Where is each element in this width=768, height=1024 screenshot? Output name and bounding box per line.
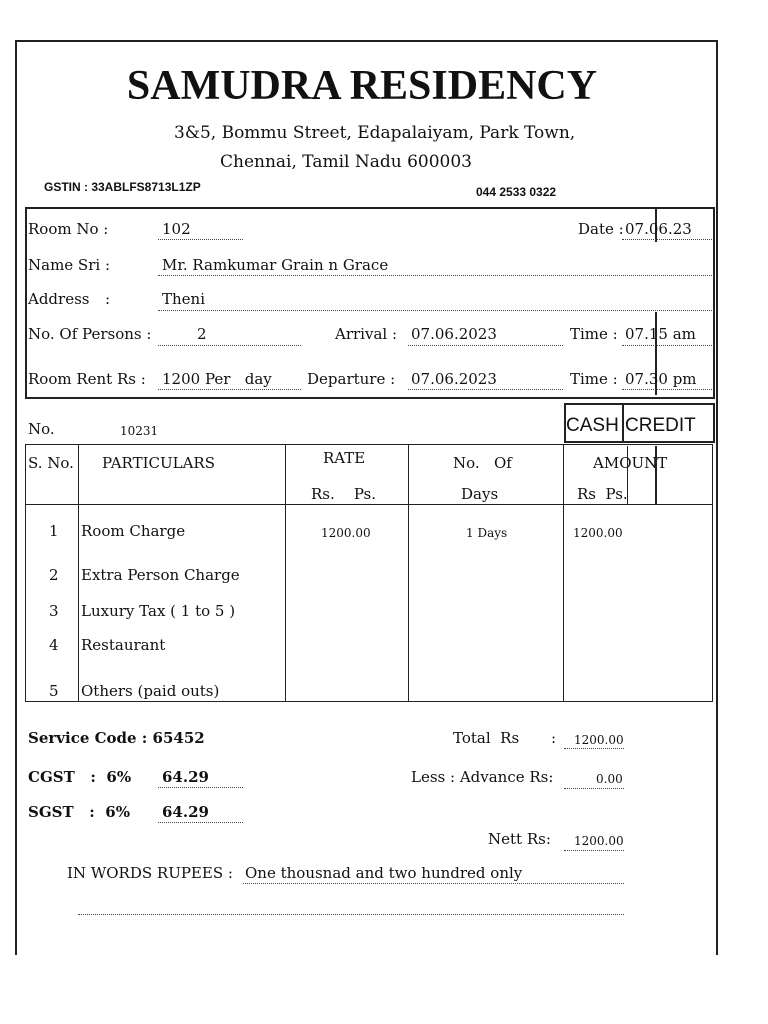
words-line-2 (78, 914, 624, 915)
advance-label: Less : Advance Rs: (411, 768, 554, 786)
row-2-particular: Extra Person Charge (81, 566, 240, 584)
total-label: Total Rs (453, 729, 520, 747)
date-line (622, 239, 712, 240)
hotel-phone: 044 2533 0322 (476, 185, 557, 199)
name-label: Name Sri : (28, 256, 111, 274)
row-1-amount: 1200.00 (573, 526, 623, 540)
row-1-particular: Room Charge (81, 522, 186, 540)
departure-time-line (622, 389, 714, 390)
hotel-address-line1: 3&5, Bommu Street, Edapalaiyam, Park Town, (174, 123, 576, 143)
header-rate-sub: Rs. Ps. (311, 485, 376, 503)
row-3-particular: Luxury Tax ( 1 to 5 ) (81, 602, 236, 620)
credit-option[interactable]: CREDIT (625, 415, 696, 436)
sgst-value: 64.29 (162, 803, 209, 821)
row-3-sno: 3 (49, 602, 59, 620)
row-5-particular: Others (paid outs) (81, 682, 220, 700)
hotel-name: SAMUDRA RESIDENCY (126, 63, 598, 109)
page-border-top (15, 40, 718, 42)
persons-line (158, 345, 301, 346)
persons-label: No. Of Persons : (28, 325, 152, 343)
cash-option[interactable]: CASH (566, 415, 619, 436)
bill-no-label: No. (28, 420, 55, 438)
arrival-label: Arrival : (335, 325, 398, 343)
departure-line (408, 389, 563, 390)
address-line (158, 310, 714, 311)
total-value: 1200.00 (574, 733, 624, 747)
rent-label: Room Rent Rs : (28, 370, 146, 388)
nett-line (564, 850, 624, 851)
name-line (158, 275, 714, 276)
header-sno: S. No. (28, 454, 74, 472)
hotel-address-line2: Chennai, Tamil Nadu 600003 (220, 152, 472, 172)
row-2-sno: 2 (49, 566, 59, 584)
room-no-value: 102 (162, 220, 191, 238)
departure-value: 07.06.2023 (411, 370, 497, 388)
row-5-sno: 5 (49, 682, 59, 700)
arrival-time-value: 07.15 am (625, 325, 696, 343)
col-divider-1 (78, 444, 79, 702)
row-4-sno: 4 (49, 636, 59, 654)
date-value: 07.06.23 (625, 220, 692, 238)
advance-line (564, 788, 624, 789)
header-amount-sub: Rs Ps. (577, 485, 628, 503)
date-label: Date : (578, 220, 624, 238)
words-label: IN WORDS RUPEES : (67, 864, 233, 882)
advance-value: 0.00 (596, 772, 623, 786)
arrival-time-label: Time : (570, 325, 618, 343)
arrival-time-line (622, 345, 714, 346)
gstin: GSTIN : 33ABLFS8713L1ZP (44, 180, 201, 194)
room-no-label: Room No : (28, 220, 109, 238)
cgst-line (158, 787, 243, 788)
col-divider-3 (408, 444, 409, 702)
header-days: No. Of (453, 454, 512, 472)
guest-address: Theni (162, 290, 206, 308)
guest-box-bottom-inner (25, 398, 715, 399)
header-amount: AMOUNT (593, 454, 668, 472)
row-4-particular: Restaurant (81, 636, 166, 654)
room-no-line (158, 239, 243, 240)
bill-no-value: 10231 (120, 424, 159, 438)
nett-label: Nett Rs: (488, 830, 551, 848)
row-1-days: 1 Days (466, 526, 508, 540)
cgst-label: CGST : 6% (28, 768, 132, 786)
guest-name: Mr. Ramkumar Grain n Grace (162, 256, 389, 274)
persons-value: 2 (197, 325, 207, 343)
payment-mode-divider (622, 403, 624, 443)
sgst-line (158, 822, 243, 823)
total-colon: : (551, 729, 557, 747)
row-1-sno: 1 (49, 522, 59, 540)
departure-time-label: Time : (570, 370, 618, 388)
rent-value: 1200 Per day (162, 370, 272, 388)
page-border-left (15, 40, 17, 955)
departure-time-value: 07.30 pm (625, 370, 697, 388)
words-line (243, 883, 624, 884)
words-value: One thousnad and two hundred only (245, 864, 523, 882)
address-label: Address (28, 290, 90, 308)
address-colon: : (105, 290, 111, 308)
sgst-label: SGST : 6% (28, 803, 130, 821)
col-divider-2 (285, 444, 286, 702)
row-1-rate: 1200.00 (321, 526, 371, 540)
service-code: Service Code : 65452 (28, 729, 205, 747)
header-particulars: PARTICULARS (102, 454, 215, 472)
total-line (564, 748, 624, 749)
nett-value: 1200.00 (574, 834, 624, 848)
page-border-right (716, 40, 718, 955)
header-rate: RATE (323, 449, 366, 467)
arrival-line (408, 345, 563, 346)
departure-label: Departure : (307, 370, 396, 388)
table-header-divider (25, 504, 713, 505)
col-divider-4 (563, 444, 564, 702)
cgst-value: 64.29 (162, 768, 209, 786)
rent-line (158, 389, 301, 390)
arrival-value: 07.06.2023 (411, 325, 497, 343)
header-days-sub: Days (461, 485, 499, 503)
